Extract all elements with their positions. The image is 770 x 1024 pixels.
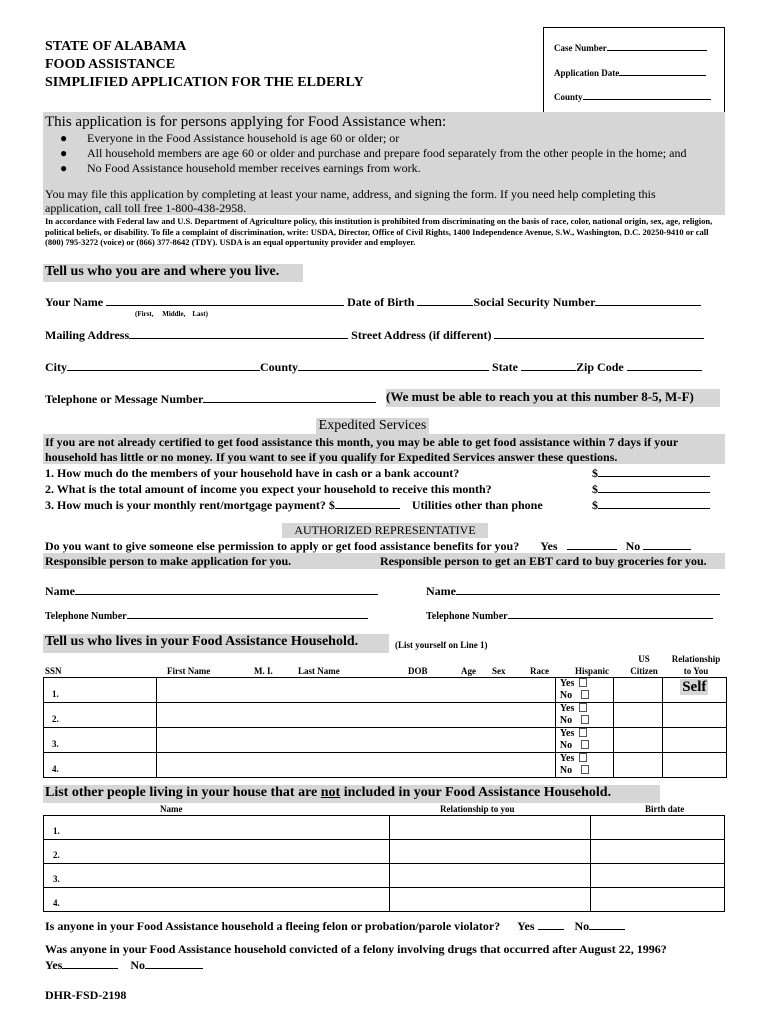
rep2-name-label: Name bbox=[426, 584, 456, 598]
mailing-input[interactable] bbox=[129, 338, 348, 339]
table-row bbox=[44, 816, 725, 840]
col-age: Age bbox=[461, 666, 476, 676]
other-relationship-cell[interactable] bbox=[390, 816, 591, 840]
citizen-cell[interactable] bbox=[614, 728, 662, 753]
bullet-item: ● No Food Assistance household member receives earnings from work. bbox=[60, 161, 421, 175]
city-input[interactable] bbox=[67, 370, 260, 371]
hispanic-cell[interactable]: Yes No bbox=[555, 678, 613, 703]
others-col-birth: Birth date bbox=[645, 804, 685, 814]
hispanic-cell[interactable]: Yes No bbox=[555, 753, 613, 778]
felon-no-label: No bbox=[574, 919, 590, 933]
bullet-item: ● Everyone in the Food Assistance household is age 60 or older; or bbox=[60, 131, 400, 145]
name-cell[interactable] bbox=[157, 728, 556, 753]
case-number-label: Case Number bbox=[554, 43, 607, 53]
question-2: 2. What is the total amount of income you expect your household to receive this month? bbox=[45, 482, 492, 496]
your-name-row bbox=[45, 295, 701, 310]
other-relationship-cell[interactable] bbox=[390, 888, 591, 912]
table-row bbox=[44, 678, 727, 703]
telephone-input[interactable] bbox=[203, 402, 376, 403]
title-line-1: STATE OF ALABAMA bbox=[45, 39, 187, 54]
county-label-main: County bbox=[260, 360, 299, 374]
zip-label: Zip Code bbox=[576, 360, 624, 374]
table-row bbox=[44, 864, 725, 888]
application-date-label: Application Date bbox=[554, 68, 620, 78]
col-relationship: Relationship to You bbox=[671, 654, 721, 676]
nondiscrimination-statement: In accordance with Federal law and U.S. Department of Agriculture policy, this institution is prohibited from discriminating on the basis of race, color, national origin, sex, age, religion, political beliefs, or disability. To file a complaint of discrimination, write: USDA, Director, Office of Civil Rights, 1400 Independence Avenue, S.W., Washington, D.C. 20250-9410 or call (800) 795-3272 (voice) or (866) 377-8642 (TDY). USDA is an equal opportunity provider and employer. bbox=[45, 216, 713, 247]
col-sex: Sex bbox=[492, 666, 506, 676]
other-birth-cell[interactable] bbox=[591, 816, 725, 840]
ssn-input[interactable] bbox=[595, 305, 701, 306]
drug-no-label: No bbox=[130, 958, 146, 972]
felon-question: Is anyone in your Food Assistance household a fleeing felon or probation/parole violator? bbox=[45, 919, 501, 933]
county-input[interactable] bbox=[298, 370, 489, 371]
others-col-relationship: Relationship to you bbox=[440, 804, 515, 814]
relationship-cell[interactable] bbox=[662, 753, 726, 778]
county-field[interactable] bbox=[554, 92, 711, 102]
intro-heading: This application is for persons applying for Food Assistance when: bbox=[45, 114, 447, 130]
auth-no-label: No bbox=[625, 539, 641, 553]
other-name-cell[interactable]: 3. bbox=[44, 864, 390, 888]
drug-question: Was anyone in your Food Assistance household convicted of a felony involving drugs that occurred after August 22, 1996? bbox=[45, 942, 667, 956]
title-line-2: FOOD ASSISTANCE bbox=[45, 57, 176, 72]
self-label: Self bbox=[682, 679, 707, 695]
others-heading: List other people living in your house that are not included in your Food Assistance Household. bbox=[43, 785, 660, 803]
zip-input[interactable] bbox=[627, 370, 702, 371]
authorized-question: Do you want to give someone else permission to apply or get food assistance benefits for you? Yes No bbox=[45, 539, 691, 554]
col-mi: M. I. bbox=[254, 666, 273, 676]
others-table bbox=[43, 815, 725, 912]
relationship-cell[interactable] bbox=[662, 678, 726, 703]
drug-question-row bbox=[45, 941, 667, 973]
rent-input[interactable] bbox=[335, 508, 400, 509]
ssn-cell[interactable]: 1. bbox=[44, 678, 157, 703]
col-dob: DOB bbox=[408, 666, 428, 676]
authorized-heading: AUTHORIZED REPRESENTATIVE bbox=[282, 523, 488, 538]
col-us-citizen: US Citizen bbox=[630, 654, 658, 676]
mailing-label: Mailing Address bbox=[45, 328, 130, 342]
city-label: City bbox=[45, 360, 67, 374]
relationship-cell[interactable] bbox=[662, 703, 726, 728]
reach-note: (We must be able to reach you at this number 8-5, M-F) bbox=[386, 389, 720, 407]
name-cell[interactable] bbox=[157, 678, 556, 703]
drug-yes-label: Yes bbox=[45, 958, 63, 972]
citizen-cell[interactable] bbox=[614, 753, 662, 778]
mailing-row bbox=[45, 328, 704, 343]
case-box bbox=[543, 27, 725, 113]
state-input[interactable] bbox=[521, 370, 576, 371]
felon-yes-input[interactable] bbox=[538, 929, 564, 930]
expedited-amounts bbox=[592, 465, 710, 513]
name-hint: (First, Middle, Last) bbox=[135, 310, 208, 318]
others-col-name: Name bbox=[160, 804, 183, 814]
file-instructions: You may file this application by completing at least your name, address, and signing the form. If you need help completing this application, call toll free 1-800-438-2958. bbox=[45, 187, 656, 215]
felon-question-row bbox=[45, 919, 625, 934]
city-row bbox=[45, 360, 702, 375]
your-name-input[interactable] bbox=[106, 305, 344, 306]
name-cell[interactable] bbox=[157, 703, 556, 728]
about-you-heading: Tell us who you are and where you live. bbox=[43, 264, 303, 282]
state-label: State bbox=[492, 360, 519, 374]
ssn-label: Social Security Number bbox=[473, 295, 596, 309]
rep2-name-field[interactable] bbox=[426, 584, 720, 599]
case-number-field[interactable] bbox=[554, 43, 707, 53]
ssn-cell[interactable]: 3. bbox=[44, 728, 157, 753]
street-input[interactable] bbox=[494, 338, 704, 339]
income-field[interactable]: $ bbox=[592, 481, 710, 497]
drug-yes-input[interactable] bbox=[62, 968, 118, 969]
question-3: 3. How much is your monthly rent/mortgage payment? $ Utilities other than phone bbox=[45, 498, 543, 512]
auth-no-input[interactable] bbox=[643, 549, 691, 550]
utilities-field[interactable]: $ bbox=[592, 497, 710, 513]
bullet-item: ● All household members are age 60 or older and purchase and prepare food separately from the other people in the home; and bbox=[60, 146, 687, 160]
rep2-phone-field[interactable] bbox=[426, 611, 713, 622]
col-race: Race bbox=[530, 666, 549, 676]
rep2-phone-label: Telephone Number bbox=[426, 611, 508, 622]
rep1-name-label: Name bbox=[45, 584, 75, 598]
utilities-label: Utilities other than phone bbox=[411, 498, 543, 512]
rep1-phone-field[interactable] bbox=[45, 611, 368, 622]
responsible-left: Responsible person to make application for you. bbox=[45, 554, 292, 568]
application-date-field[interactable] bbox=[554, 68, 706, 78]
auth-yes-label: Yes bbox=[540, 539, 558, 553]
other-relationship-cell[interactable] bbox=[390, 840, 591, 864]
other-name-cell[interactable]: 2. bbox=[44, 840, 390, 864]
form-number: DHR-FSD-2198 bbox=[45, 988, 127, 1002]
household-heading: Tell us who lives in your Food Assistance Household. bbox=[43, 634, 389, 653]
citizen-cell[interactable] bbox=[614, 703, 662, 728]
ssn-cell[interactable]: 2. bbox=[44, 703, 157, 728]
street-label: Street Address (if different) bbox=[351, 328, 492, 342]
other-name-cell[interactable]: 1. bbox=[44, 816, 390, 840]
cash-field[interactable]: $ bbox=[592, 465, 710, 481]
question-1: 1. How much do the members of your household have in cash or a bank account? bbox=[45, 466, 460, 480]
felon-yes-label: Yes bbox=[517, 919, 535, 933]
col-hispanic: Hispanic bbox=[575, 666, 610, 676]
intro-bullets bbox=[60, 131, 686, 176]
table-row bbox=[44, 703, 727, 728]
col-ssn: SSN bbox=[45, 666, 62, 676]
other-name-cell[interactable]: 4. bbox=[44, 888, 390, 912]
auth-yes-input[interactable] bbox=[567, 549, 617, 550]
ssn-cell[interactable]: 4. bbox=[44, 753, 157, 778]
other-relationship-cell[interactable] bbox=[390, 864, 591, 888]
other-birth-cell[interactable] bbox=[591, 888, 725, 912]
hispanic-cell[interactable]: Yes No bbox=[555, 703, 613, 728]
other-birth-cell[interactable] bbox=[591, 840, 725, 864]
col-first: First Name bbox=[167, 666, 211, 676]
rep1-name-field[interactable] bbox=[45, 584, 378, 599]
household-heading-note: (List yourself on Line 1) bbox=[395, 640, 488, 650]
household-table bbox=[43, 677, 727, 778]
expedited-intro: If you are not already certified to get food assistance this month, you may be able to get food assistance within 7 days if your household has little or no money. If you want to see if you qualify for Expedited Services answer these questions. bbox=[45, 435, 679, 464]
form-title bbox=[45, 38, 364, 92]
citizen-cell[interactable] bbox=[614, 678, 662, 703]
hispanic-cell[interactable]: Yes No bbox=[555, 728, 613, 753]
your-name-label: Your Name bbox=[45, 295, 104, 309]
dob-label: Date of Birth bbox=[347, 295, 415, 309]
name-cell[interactable] bbox=[157, 753, 556, 778]
table-row bbox=[44, 888, 725, 912]
relationship-cell[interactable] bbox=[662, 728, 726, 753]
title-line-3: SIMPLIFIED APPLICATION FOR THE ELDERLY bbox=[45, 75, 364, 90]
table-row bbox=[44, 728, 727, 753]
telephone-row bbox=[45, 392, 376, 407]
expedited-heading: Expedited Services bbox=[316, 418, 429, 435]
drug-no-input[interactable] bbox=[145, 968, 203, 969]
telephone-label: Telephone or Message Number bbox=[45, 392, 204, 406]
expedited-questions bbox=[45, 465, 543, 513]
rep1-phone-label: Telephone Number bbox=[45, 611, 127, 622]
county-label: County bbox=[554, 92, 583, 102]
other-birth-cell[interactable] bbox=[591, 864, 725, 888]
responsible-right: Responsible person to get an EBT card to buy groceries for you. bbox=[380, 554, 707, 568]
dob-input[interactable] bbox=[417, 305, 473, 306]
table-row bbox=[44, 840, 725, 864]
felon-no-input[interactable] bbox=[589, 929, 625, 930]
table-row bbox=[44, 753, 727, 778]
col-last: Last Name bbox=[298, 666, 340, 676]
